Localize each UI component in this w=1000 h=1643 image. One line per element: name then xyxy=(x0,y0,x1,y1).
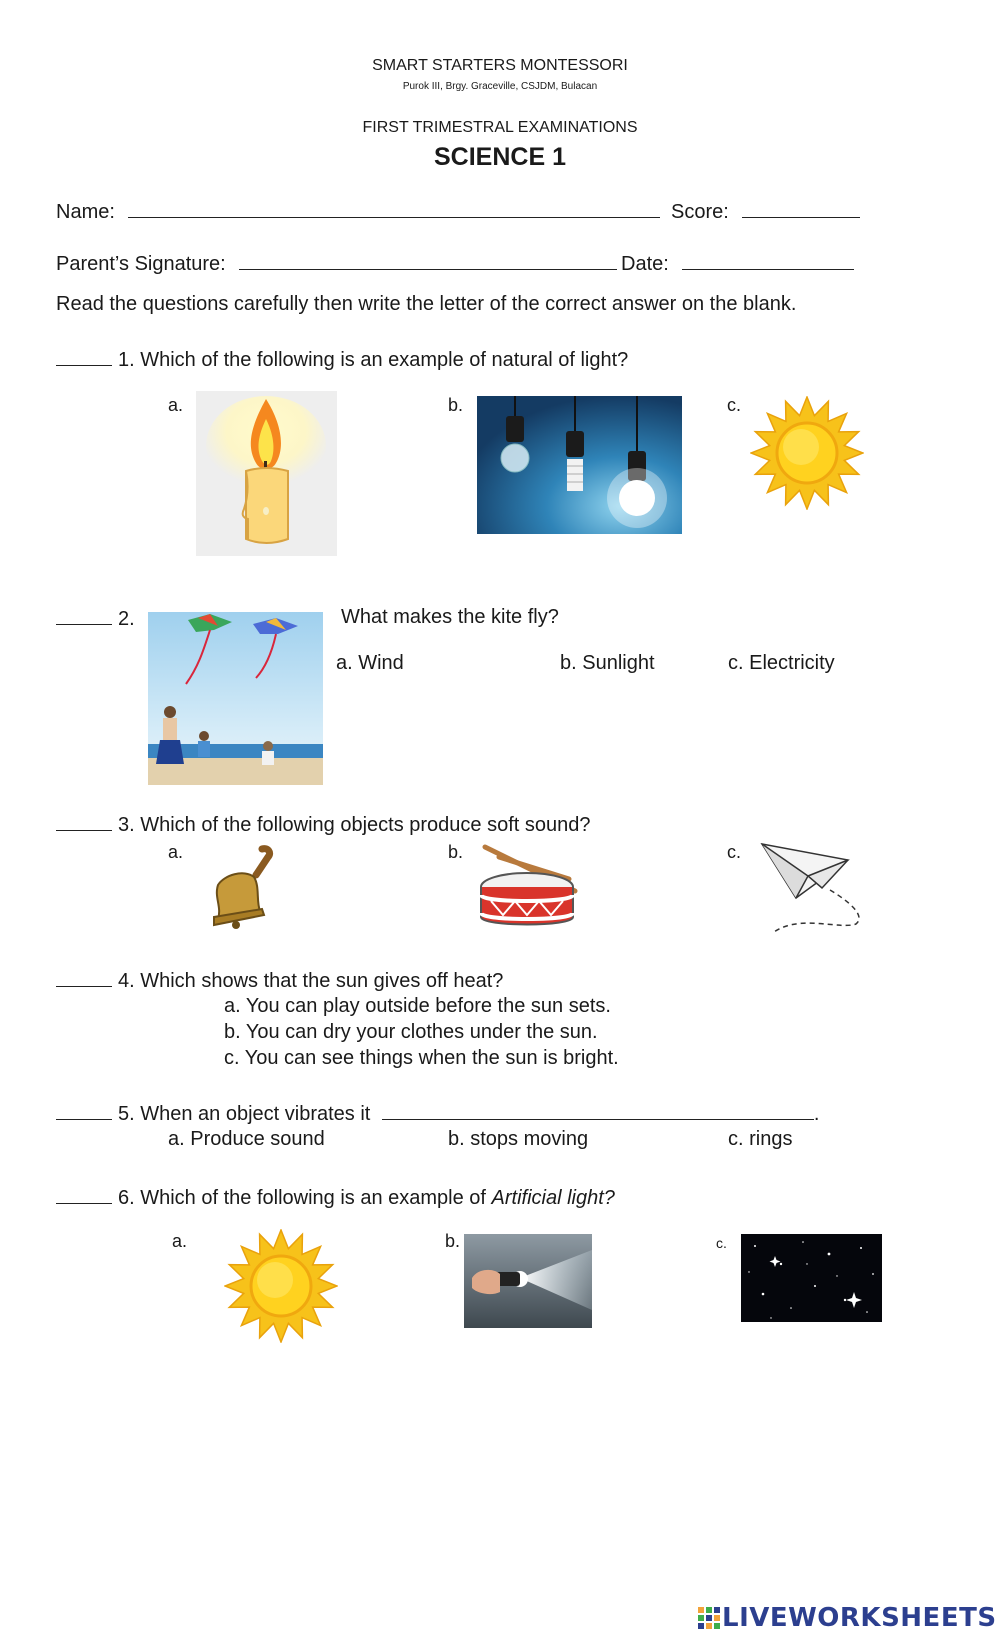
question-1 xyxy=(56,347,628,372)
question-4-text: 4. Which shows that the sun gives off heat? xyxy=(118,970,504,992)
score-field-row xyxy=(671,199,860,224)
question-1-text: 1. Which of the following is an example of natural of light? xyxy=(118,349,629,371)
question-6 xyxy=(56,1185,615,1210)
answer-blank-3[interactable] xyxy=(56,812,112,831)
q2-option-a: a. Wind xyxy=(336,652,404,674)
q2-option-b: b. Sunlight xyxy=(560,652,655,674)
answer-blank-4[interactable] xyxy=(56,968,112,987)
score-blank[interactable] xyxy=(742,199,860,218)
q5-option-a: a. Produce sound xyxy=(168,1128,325,1150)
sun-icon-q6[interactable] xyxy=(224,1229,338,1343)
q4-option-b: b. You can dry your clothes under the sun. xyxy=(224,1021,598,1043)
answer-blank-2[interactable] xyxy=(56,606,112,625)
light-bulbs-icon[interactable] xyxy=(477,396,682,534)
liveworksheets-grid-icon xyxy=(698,1607,720,1629)
bell-icon[interactable] xyxy=(204,845,276,929)
question-5 xyxy=(56,1101,819,1126)
exam-title: FIRST TRIMESTRAL EXAMINATIONS xyxy=(362,119,638,136)
q1-option-b: b. xyxy=(448,395,464,415)
q4-option-a: a. You can play outside before the sun sets. xyxy=(224,995,611,1017)
signature-field-row xyxy=(56,251,617,276)
q5-option-c: c. rings xyxy=(728,1128,793,1150)
school-address: Purok III, Brgy. Graceville, CSJDM, Bulacan xyxy=(402,81,598,92)
school-name: SMART STARTERS MONTESSORI xyxy=(372,57,628,74)
date-field-row xyxy=(621,251,854,276)
question-3 xyxy=(56,812,591,837)
name-field-row xyxy=(56,199,660,224)
question-2 xyxy=(56,606,135,631)
question-5-text: 5. When an object vibrates it xyxy=(118,1103,371,1125)
q6-option-c: c. xyxy=(716,1235,727,1251)
q6-option-b: b. xyxy=(445,1231,461,1251)
question-3-text: 3. Which of the following objects produce soft sound? xyxy=(118,814,591,836)
answer-blank-1[interactable] xyxy=(56,347,112,366)
q3-option-c: c. xyxy=(727,842,742,862)
q3-option-a: a. xyxy=(168,842,184,862)
q1-option-a: a. xyxy=(168,395,184,415)
paper-plane-icon[interactable] xyxy=(760,840,866,938)
q5-option-b: b. stops moving xyxy=(448,1128,589,1150)
candle-icon[interactable] xyxy=(196,391,337,556)
sun-icon[interactable] xyxy=(750,396,864,510)
date-label: Date: xyxy=(621,253,669,275)
answer-blank-6[interactable] xyxy=(56,1185,112,1204)
q4-option-c: c. You can see things when the sun is bright. xyxy=(224,1047,619,1069)
q5-period: . xyxy=(813,1103,820,1125)
night-sky-photo[interactable] xyxy=(741,1234,882,1322)
name-blank[interactable] xyxy=(128,199,660,218)
question-2-number: 2. xyxy=(118,608,135,630)
q1-option-c: c. xyxy=(727,395,742,415)
question-2-text: What makes the kite fly? xyxy=(341,606,559,628)
name-label: Name: xyxy=(56,201,115,223)
question-6-text: 6. Which of the following is an example of xyxy=(118,1187,492,1209)
signature-blank[interactable] xyxy=(239,251,617,270)
q2-option-c: c. Electricity xyxy=(728,652,835,674)
subject-title: SCIENCE 1 xyxy=(434,143,566,171)
q5-fill-blank[interactable] xyxy=(382,1101,814,1120)
q6-option-a: a. xyxy=(172,1231,188,1251)
answer-blank-5[interactable] xyxy=(56,1101,112,1120)
flashlight-photo[interactable] xyxy=(464,1234,592,1328)
drum-icon[interactable] xyxy=(477,843,581,935)
instructions: Read the questions carefully then write the letter of the correct answer on the blank. xyxy=(56,293,797,315)
liveworksheets-logo[interactable] xyxy=(698,1603,997,1633)
score-label: Score: xyxy=(671,201,729,223)
question-4 xyxy=(56,968,503,993)
q3-option-b: b. xyxy=(448,842,464,862)
date-blank[interactable] xyxy=(682,251,854,270)
liveworksheets-brand: LIVEWORKSHEETS xyxy=(722,1603,997,1633)
question-6-italic: Artificial light? xyxy=(491,1187,615,1209)
kite-beach-photo[interactable] xyxy=(148,612,323,785)
signature-label: Parent’s Signature: xyxy=(56,253,226,275)
